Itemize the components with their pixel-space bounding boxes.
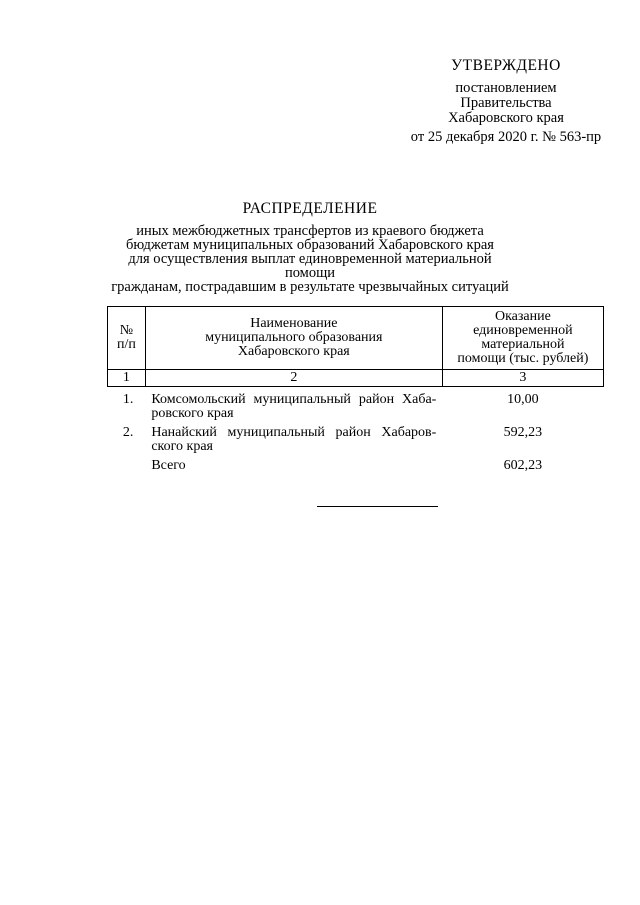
amount-value: 10,00: [507, 392, 539, 407]
subtitle-line: иных межбюджетных трансфертов из краевого бюджета: [136, 223, 484, 239]
municipality-name: [145, 420, 442, 453]
header-line: №: [119, 323, 134, 338]
subtitle-line: бюджетам муниципальных образований Хабаровского края: [126, 237, 494, 253]
header-line: Оказание: [494, 309, 551, 324]
total-amount: 602,23: [503, 458, 543, 473]
approval-line: Хабаровского края: [448, 110, 564, 126]
header-line: муниципального образования: [205, 330, 383, 345]
column-number: 1: [108, 370, 146, 387]
amount-value: 592,23: [503, 425, 543, 440]
table-row: [108, 387, 604, 421]
distribution-table: [107, 306, 604, 473]
approval-date: от 25 декабря 2020 г. № 563-пр: [410, 129, 602, 145]
table-header-row: [108, 307, 604, 370]
column-number: 3: [442, 370, 603, 387]
closing-rule: [317, 506, 438, 507]
approval-stamp: [396, 58, 616, 145]
document-title: РАСПРЕДЕЛЕНИЕ: [242, 200, 378, 217]
name-line: ского края: [151, 438, 213, 454]
subtitle-line: гражданам, пострадавшим в результате чрезвычайных ситуаций: [111, 279, 509, 295]
header-number: [108, 307, 146, 370]
name-line: ровского края: [151, 405, 234, 421]
subtitle-line: для осуществления выплат единовременной материальной помощи: [128, 251, 492, 281]
approval-line: постановлением: [455, 80, 557, 96]
total-row: [108, 453, 604, 473]
column-number: 2: [145, 370, 442, 387]
column-number-row: [108, 370, 604, 387]
name-line: Нанайский муниципальный район Хабаров-: [151, 425, 437, 440]
header-name: [145, 307, 442, 370]
total-spacer: [108, 453, 146, 473]
header-line: материальной: [481, 337, 565, 352]
header-line: единовременной: [473, 323, 573, 338]
name-line: Комсомольский муниципальный район Хаба-: [151, 392, 437, 407]
document-heading: [110, 200, 510, 294]
approval-line: Правительства: [460, 95, 552, 111]
header-line: Хабаровского края: [237, 344, 350, 359]
header-amount: [442, 307, 603, 370]
approval-heading: УТВЕРЖДЕНО: [451, 57, 561, 74]
header-line: помощи (тыс. рублей): [457, 351, 589, 366]
row-number: 1.: [122, 392, 134, 407]
table-row: [108, 420, 604, 453]
header-line: Наименование: [250, 316, 338, 331]
total-label: Всего: [151, 458, 186, 473]
header-line: п/п: [116, 337, 136, 352]
row-number: 2.: [122, 425, 134, 440]
municipality-name: [145, 387, 442, 421]
